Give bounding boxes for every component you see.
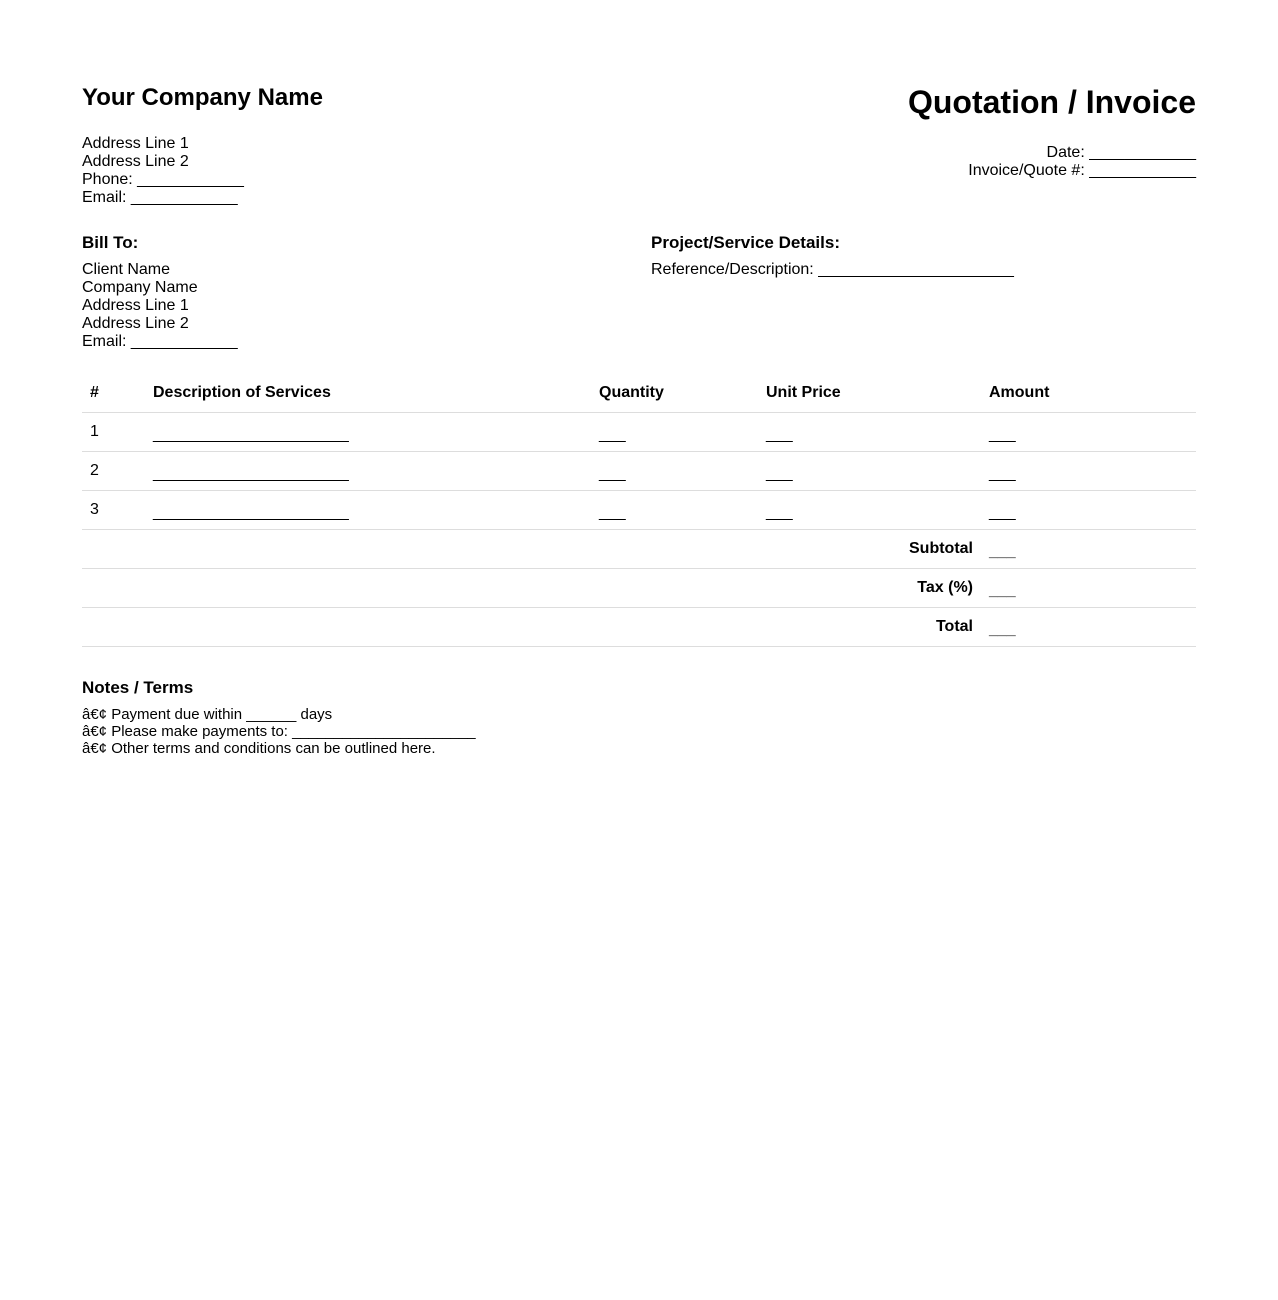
header-unit-price: Unit Price — [758, 374, 981, 413]
total-label: Total — [82, 608, 981, 647]
header-quantity: Quantity — [591, 374, 758, 413]
project-reference: Reference/Description: ______________________ — [651, 261, 1014, 278]
notes-heading: Notes / Terms — [82, 678, 194, 697]
tax-value: ___ — [981, 569, 1196, 608]
client-address-line-1: Address Line 1 — [82, 297, 189, 314]
row-amount: ___ — [981, 413, 1196, 452]
table-row — [82, 413, 1196, 452]
invoice-page — [82, 0, 1196, 757]
row-number: 3 — [82, 491, 145, 530]
client-company-name: Company Name — [82, 279, 198, 296]
company-email: Email: ____________ — [82, 189, 238, 206]
note-payment-to: â€¢ Please make payments to: ______________________ — [82, 723, 476, 740]
client-email: Email: ____________ — [82, 333, 238, 350]
client-name: Client Name — [82, 261, 171, 278]
row-description: ______________________ — [145, 452, 591, 491]
row-quantity: ___ — [591, 491, 758, 530]
document-number: Invoice/Quote #: ____________ — [968, 162, 1196, 179]
row-quantity: ___ — [591, 452, 758, 491]
table-header-row — [82, 374, 1196, 413]
header-description: Description of Services — [145, 374, 591, 413]
row-description: ______________________ — [145, 413, 591, 452]
bill-to-heading: Bill To: — [82, 233, 139, 252]
row-unit-price: ___ — [758, 452, 981, 491]
subtotal-row — [82, 530, 1196, 569]
row-amount: ___ — [981, 452, 1196, 491]
client-address-line-2: Address Line 2 — [82, 315, 189, 332]
row-amount: ___ — [981, 491, 1196, 530]
company-address-line-2: Address Line 2 — [82, 153, 189, 170]
company-phone: Phone: ____________ — [82, 171, 244, 188]
parties-section — [82, 225, 1196, 375]
note-other-terms: â€¢ Other terms and conditions can be outlined here. — [82, 740, 436, 757]
subtotal-value: ___ — [981, 530, 1196, 569]
invoice-header — [82, 0, 1196, 225]
document-meta — [968, 144, 1196, 180]
row-number: 2 — [82, 452, 145, 491]
project-details-block — [651, 233, 1014, 279]
company-address-line-1: Address Line 1 — [82, 135, 189, 152]
project-heading: Project/Service Details: — [651, 233, 840, 252]
header-number: # — [82, 374, 145, 413]
header-amount: Amount — [981, 374, 1196, 413]
row-unit-price: ___ — [758, 413, 981, 452]
subtotal-label: Subtotal — [82, 530, 981, 569]
row-unit-price: ___ — [758, 491, 981, 530]
row-description: ______________________ — [145, 491, 591, 530]
tax-row — [82, 569, 1196, 608]
bill-to-block — [82, 233, 238, 351]
company-details — [82, 135, 244, 207]
notes-section — [82, 678, 476, 757]
company-name: Your Company Name — [82, 84, 323, 111]
total-row — [82, 608, 1196, 647]
table-row — [82, 491, 1196, 530]
document-date: Date: ____________ — [1046, 144, 1196, 161]
line-items-table — [82, 374, 1196, 647]
table-row — [82, 452, 1196, 491]
tax-label: Tax (%) — [82, 569, 981, 608]
row-number: 1 — [82, 413, 145, 452]
note-payment-due: â€¢ Payment due within ______ days — [82, 706, 333, 723]
row-quantity: ___ — [591, 413, 758, 452]
total-value: ___ — [981, 608, 1196, 647]
document-title: Quotation / Invoice — [907, 84, 1196, 120]
